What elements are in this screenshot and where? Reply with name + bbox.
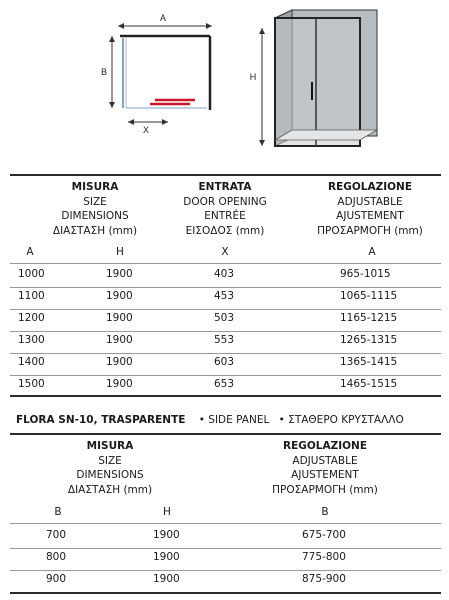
header-line: ADJUSTABLE	[337, 195, 403, 208]
table1-header-entry	[165, 180, 285, 238]
table-cell: 1900	[153, 529, 180, 541]
table-cell: 1265-1315	[340, 334, 398, 346]
header-line: ΔΙΑΣΤΑΣΗ (mm)	[52, 224, 138, 237]
table-cell: 1465-1515	[340, 378, 398, 390]
table-cell: 1000	[18, 268, 45, 280]
header-line: DOOR OPENING	[183, 195, 267, 208]
side-panel-label: • SIDE PANEL	[198, 414, 270, 426]
dimension-h-label: H	[249, 72, 257, 82]
header-title: MISURA	[71, 181, 119, 193]
table1-header-adjust	[305, 180, 435, 238]
header-title: ENTRATA	[198, 181, 252, 193]
table-cell: 653	[214, 378, 235, 390]
table2-header-adjust	[260, 439, 390, 497]
dimension-a-label: A	[159, 13, 167, 23]
table2-header-size	[45, 439, 175, 497]
table2-col-b: B	[54, 506, 62, 518]
table-row	[0, 547, 449, 567]
table-cell: 1365-1415	[340, 356, 398, 368]
table-cell: 1065-1115	[340, 290, 398, 302]
header-line: SIZE	[98, 454, 122, 467]
shower-diagrams	[0, 0, 449, 172]
header-title: REGOLAZIONE	[327, 181, 413, 193]
table-cell: 1100	[18, 290, 45, 302]
table1-bottom-rule	[10, 395, 441, 397]
header-line: ΠΡΟΣΑΡΜΟΓΗ (mm)	[272, 483, 378, 496]
header-line: ΕΙΣΟΔΟΣ (mm)	[185, 224, 265, 237]
table-cell: 1900	[106, 334, 133, 346]
table-cell: 553	[214, 334, 235, 346]
table2-header-rule	[10, 523, 441, 524]
table-cell: 1200	[18, 312, 45, 324]
dimension-b-label: B	[100, 67, 108, 77]
top-view-diagram	[109, 23, 212, 125]
table-cell: 1165-1215	[340, 312, 398, 324]
table1-top-rule	[10, 174, 441, 176]
table-cell: 1900	[106, 290, 133, 302]
table-cell: 1900	[106, 378, 133, 390]
header-line: SIZE	[83, 195, 107, 208]
table-cell: 403	[214, 268, 235, 280]
table2-col-h: H	[163, 506, 171, 518]
header-title: REGOLAZIONE	[282, 440, 368, 452]
table2-col-b2: B	[321, 506, 329, 518]
table-cell: 1900	[153, 551, 180, 563]
table-cell: 800	[46, 551, 67, 563]
table-cell: 1900	[106, 312, 133, 324]
table2-top-rule	[10, 433, 441, 435]
table-row	[0, 264, 449, 284]
table-cell: 965-1015	[340, 268, 391, 280]
table-cell: 503	[214, 312, 235, 324]
header-line: ENTRÉE	[204, 210, 246, 222]
header-line: AJUSTEMENT	[291, 469, 359, 481]
header-line: ΠΡΟΣΑΡΜΟΓΗ (mm)	[317, 224, 423, 237]
table-cell: 603	[214, 356, 235, 368]
table-cell: 875-900	[302, 573, 346, 585]
table1-header-size	[30, 180, 160, 238]
table1-col-h: H	[116, 246, 124, 258]
table-row	[0, 286, 449, 306]
table-cell: 1900	[106, 356, 133, 368]
header-line: DIMENSIONS	[76, 469, 144, 481]
table-row	[0, 330, 449, 350]
header-line: DIMENSIONS	[61, 210, 129, 222]
table1-col-x: X	[221, 246, 229, 258]
table-row	[0, 374, 449, 394]
table-cell: 453	[214, 290, 235, 302]
product-line	[16, 414, 404, 426]
table-row	[0, 308, 449, 328]
table-row	[0, 352, 449, 372]
table1-col-a2: A	[368, 246, 376, 258]
table-cell: 1500	[18, 378, 45, 390]
table-cell: 675-700	[302, 529, 346, 541]
side-panel-greek-label: • ΣΤΑΘΕΡΟ ΚΡΥΣΤΑΛΛΟ	[278, 414, 404, 426]
table-cell: 900	[46, 573, 67, 585]
table-cell: 1900	[153, 573, 180, 585]
dimension-x-label: X	[142, 125, 150, 135]
table-row	[0, 525, 449, 545]
header-line: AJUSTEMENT	[336, 210, 404, 222]
header-title: MISURA	[86, 440, 134, 452]
header-line: ΔΙΑΣΤΑΣΗ (mm)	[67, 483, 153, 496]
table-cell: 1400	[18, 356, 45, 368]
table-cell: 1900	[106, 268, 133, 280]
table-cell: 700	[46, 529, 67, 541]
table-row	[0, 569, 449, 589]
table1-col-a: A	[26, 246, 34, 258]
product-name: FLORA SN-10, TRASPARENTE	[16, 414, 186, 426]
perspective-view-diagram	[259, 10, 377, 146]
table-cell: 1300	[18, 334, 45, 346]
table-cell: 775-800	[302, 551, 346, 563]
table2-bottom-rule	[10, 592, 441, 594]
header-line: ADJUSTABLE	[292, 454, 358, 467]
